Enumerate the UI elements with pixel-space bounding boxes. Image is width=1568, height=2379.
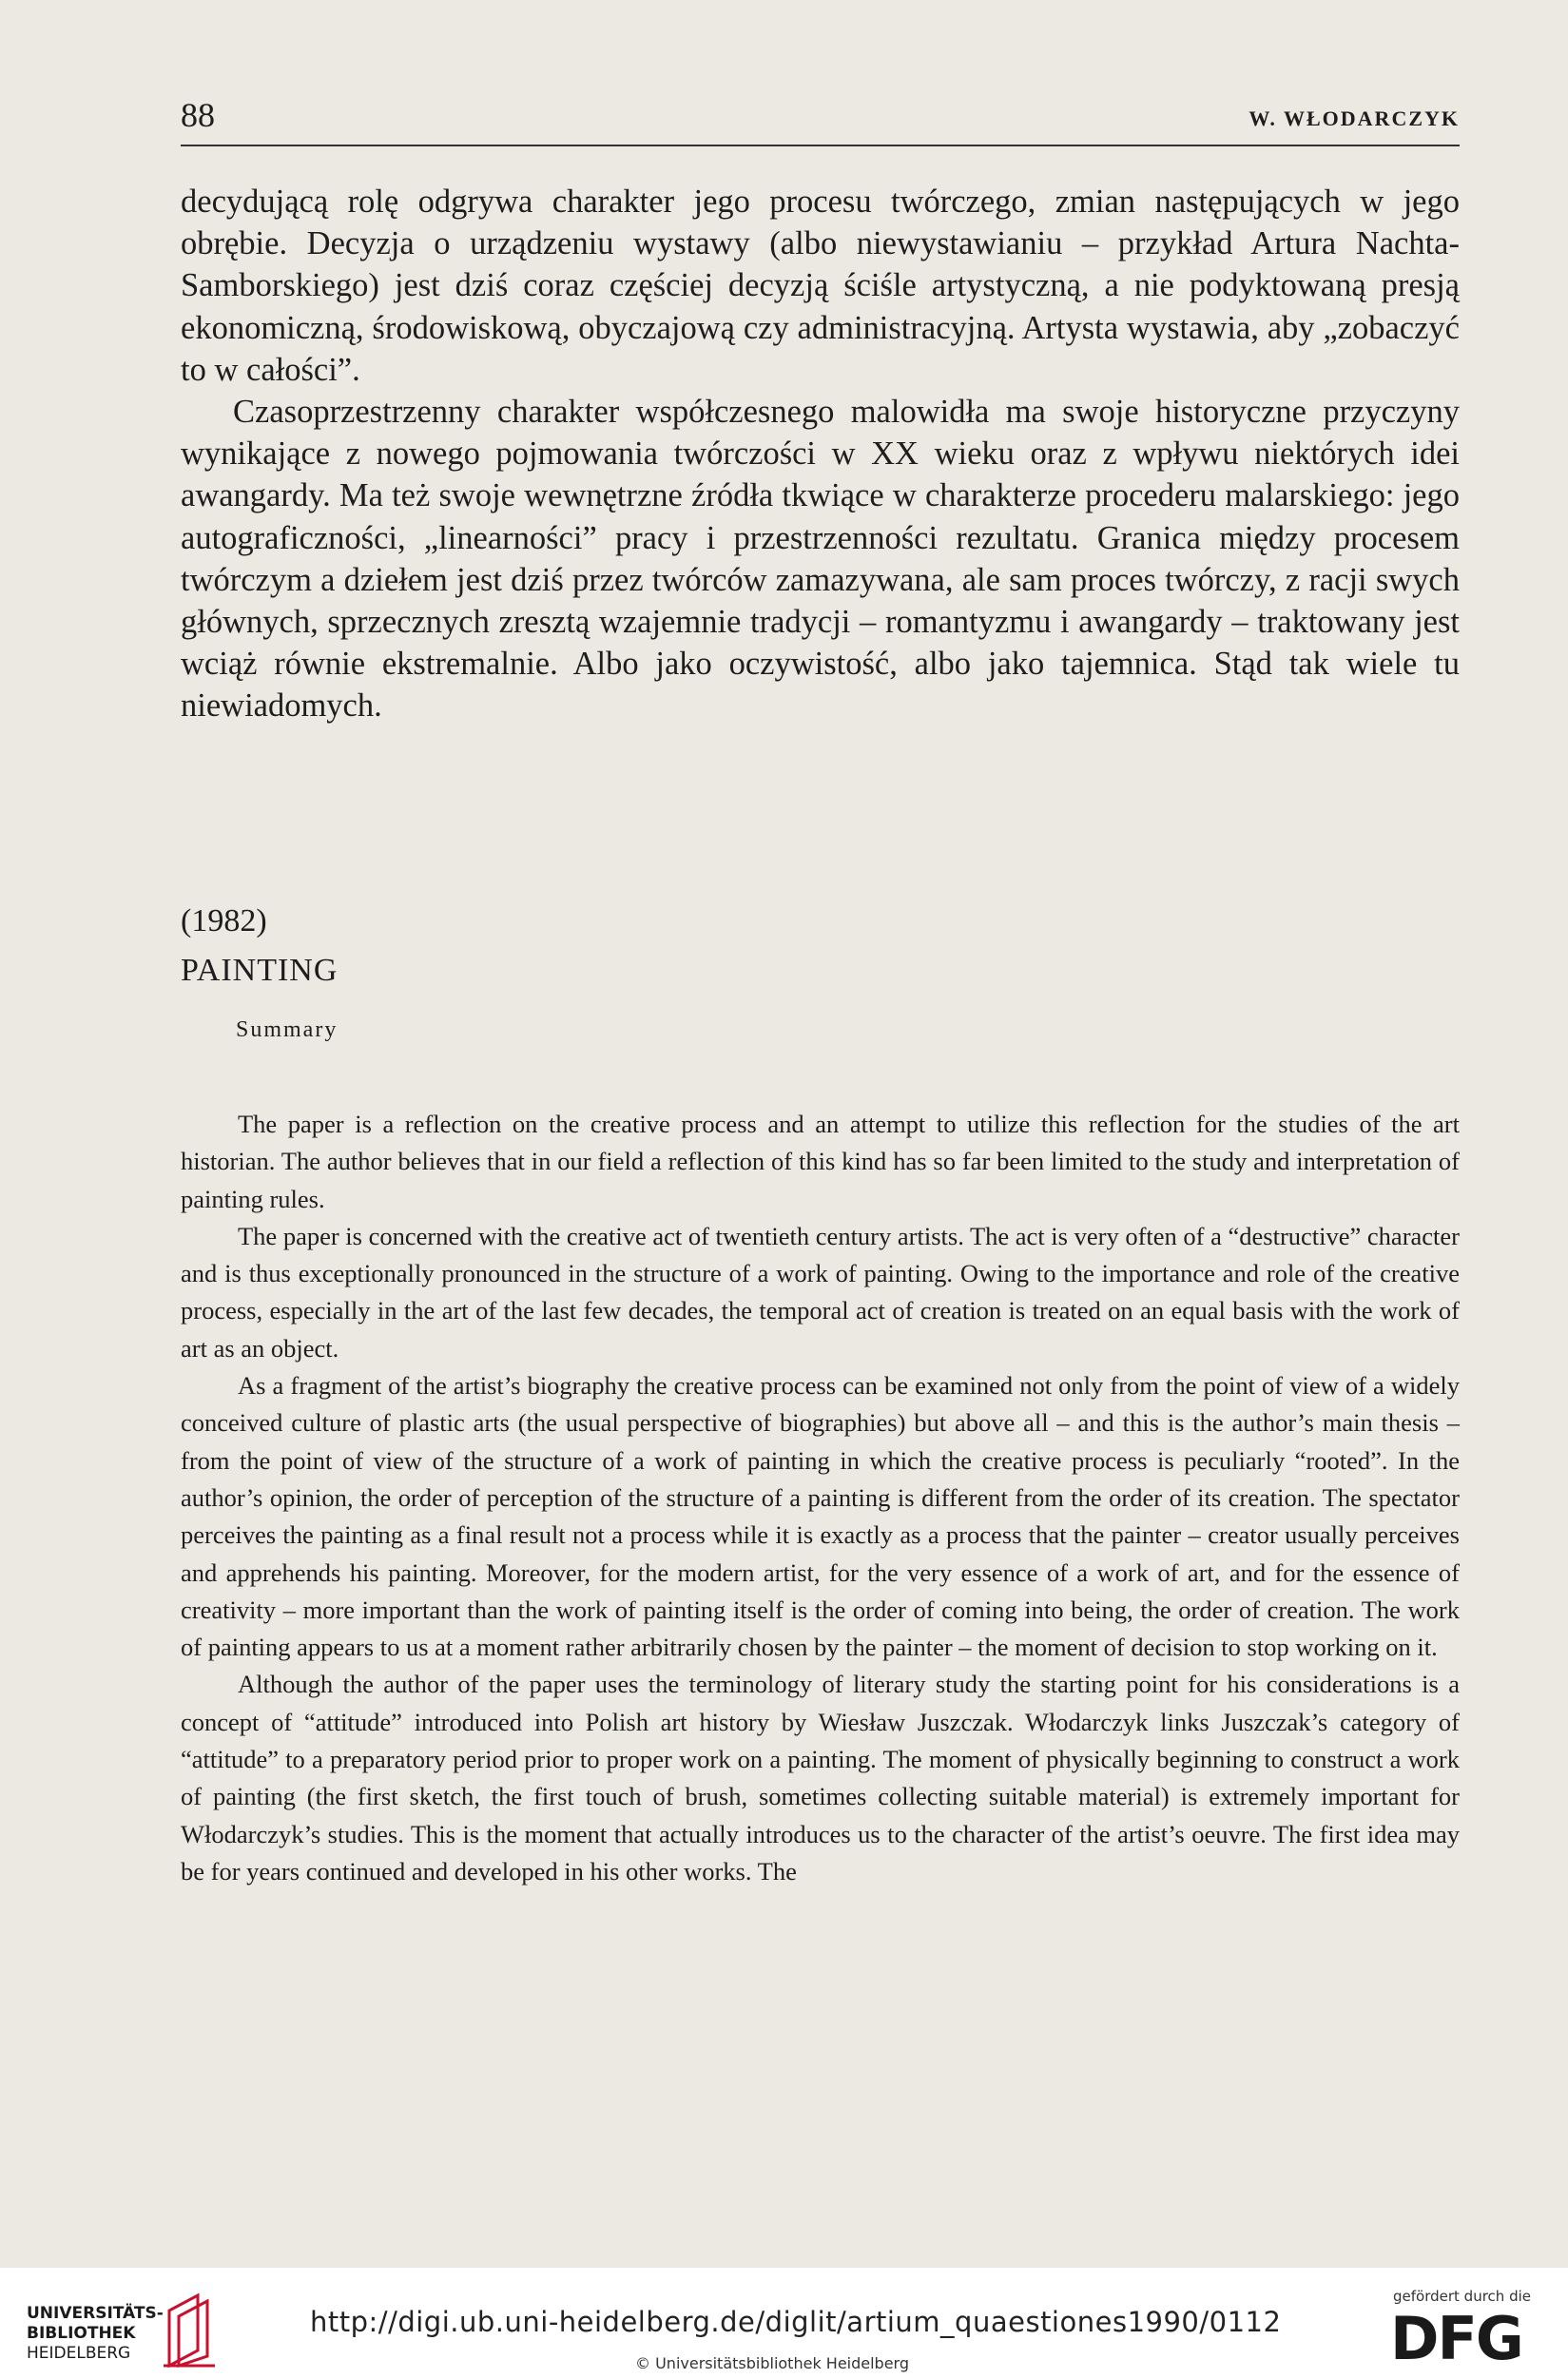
summary-paragraph-3: As a fragment of the artist’s biography the creative process can be examined not only from the point of view of a widely conceived culture of plastic arts (the usual perspective of biographies) but above all – and this is the author’s main thesis – from the point of view of the structure of a work of painting in which the creative process is peculiarly “rooted”. In the author’s opinion, the order of perception of the structure of a painting is different from the order of its creation. The spectator perceives the painting as a final result not a process while it is exactly as a process that the painter – creator usually perceives and apprehends his painting. Moreover, for the modern artist, for the very essence of a work of art, and for the essence of creativity – more important than the work of painting itself is the order of coming into being, the order of creation. The work of painting appears to us at a moment rather arbitrarily chosen by the painter – the moment of decision to stop working on it. bbox=[181, 1371, 1460, 1662]
running-head: W. WŁODARCZYK bbox=[1249, 106, 1460, 130]
polish-paragraph-1: decydującą rolę odgrywa charakter jego procesu twórczego, zmian następujących w jego obrębie. Decyzja o urządzeniu wystawy (albo niewystawianiu – przykład Artura Nachta-Samborskiego) jest dziś coraz częściej decyzją ściśle artystyczną, a nie podyktowaną presją ekonomiczną, środowiskową, obyczajową czy administracyjną. Artysta wystawia, aby „zobaczyć to w całości”. bbox=[181, 184, 1460, 388]
dfg-logo-icon bbox=[1390, 2308, 1550, 2365]
library-name-line-2: BIBLIOTHEK bbox=[27, 2324, 136, 2343]
section-title: PAINTING bbox=[181, 953, 339, 988]
summary-label: Summary bbox=[236, 1017, 339, 1042]
dfg-logo-text: DFG bbox=[1390, 2308, 1522, 2365]
library-name-line-3: HEIDELBERG bbox=[27, 2344, 131, 2363]
page-header bbox=[181, 95, 1460, 146]
digitization-footer bbox=[0, 2268, 1568, 2379]
library-logo-icon bbox=[160, 2292, 219, 2368]
summary-text-block bbox=[181, 1106, 1460, 1890]
polish-paragraph-2: Czasoprzestrzenny charakter współczesnego malowidła ma swoje historyczne przyczyny wynikające z nowego pojmowania twórczości w XX wieku oraz z wpływu niektórych idei awangardy. Ma też swoje wewnętrzne źródła tkwiące w charakterze procederu malarskiego: jego autograficzności, „linearności” pracy i przestrzenności rezultatu. Granica między procesem twórczym a dziełem jest dziś przez twórców zamazywana, ale sam proces twórczy, z racji swych głównych, sprzecznych zresztą wzajemnie tradycji – romantyzmu i awangardy – traktowany jest wciąż równie ekstremalnie. Albo jako oczywistość, albo jako tajemnica. Stąd tak wiele tu niewiadomych. bbox=[181, 394, 1460, 725]
section-year: (1982) bbox=[181, 903, 267, 938]
page-number: 88 bbox=[181, 96, 215, 134]
permalink-url[interactable]: http://digi.ub.uni-heidelberg.de/diglit/artium_quaestiones1990/0112 bbox=[310, 2306, 1282, 2338]
library-name-line-1: UNIVERSITÄTS- bbox=[27, 2304, 164, 2323]
summary-paragraph-2: The paper is concerned with the creative act of twentieth century artists. The act is very often of a “destructive” character and is thus exceptionally pronounced in the structure of a work of painting. Owing to the importance and role of the creative process, especially in the art of the last few decades, the temporal act of creation is treated on an equal basis with the work of art as an object. bbox=[181, 1221, 1460, 1363]
copyright-notice: © Universitätsbibliothek Heidelberg bbox=[635, 2354, 910, 2372]
summary-paragraph-1: The paper is a reflection on the creative process and an attempt to utilize this reflection for the studies of the art historian. The author believes that in our field a reflection of this kind has so far been limited to the study and interpretation of painting rules. bbox=[181, 1110, 1460, 1213]
summary-paragraph-4: Although the author of the paper uses the terminology of literary study the starting point for his considerations is a concept of “attitude” introduced into Polish art history by Wiesław Juszczak. Włodarczyk links Juszczak’s category of “attitude” to a preparatory period prior to proper work on a painting. The moment of physically beginning to construct a work of painting (the first sketch, the first touch of brush, sometimes collecting suitable material) is extremely important for Włodarczyk’s studies. This is the moment that actually introduces us to the character of the artist’s oeuvre. The first idea may be for years continued and developed in his other works. The bbox=[181, 1670, 1460, 1886]
funded-by-label: gefördert durch die bbox=[1393, 2288, 1531, 2305]
polish-text-block bbox=[181, 181, 1460, 727]
library-name bbox=[27, 2304, 164, 2364]
